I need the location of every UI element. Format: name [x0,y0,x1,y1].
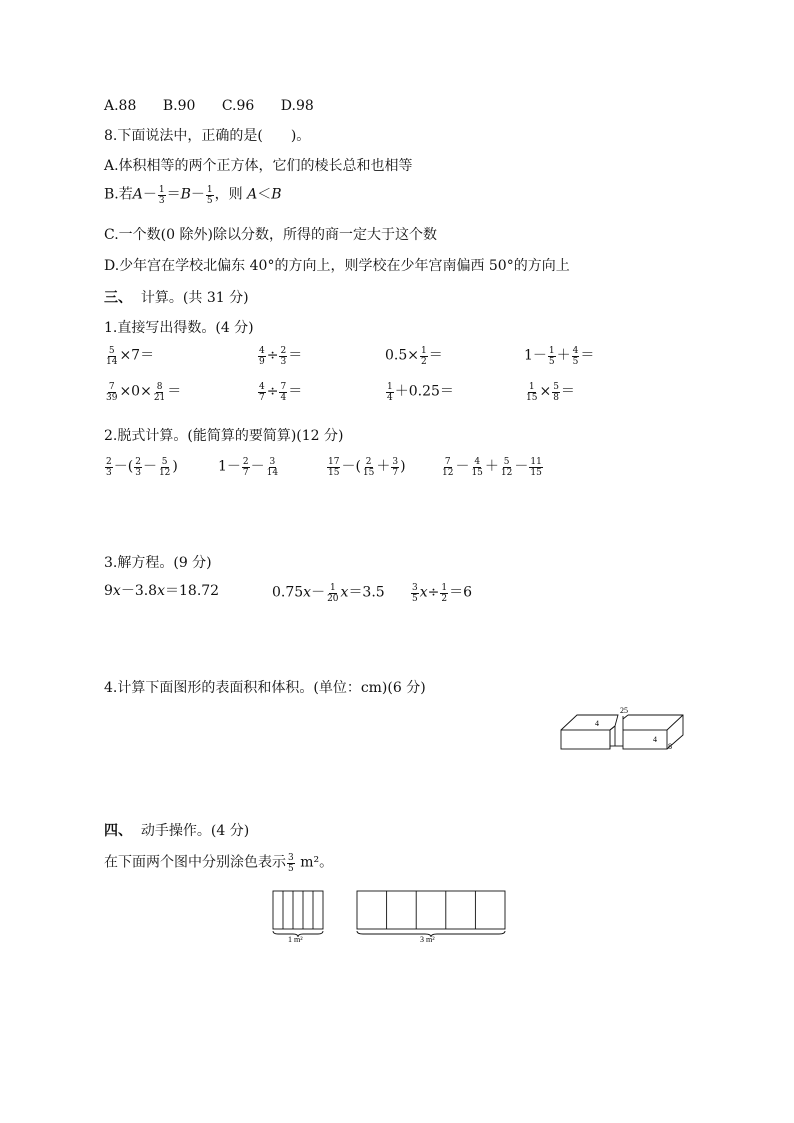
var-a: A [247,186,258,203]
q7-options [104,97,314,115]
option-a: A.88 [104,98,137,114]
q8-b-prefix: B.若 [104,186,133,203]
q3-1-title: 1.直接写出得数。(4 分) [104,320,254,336]
square-1m2 [273,891,323,929]
equation-3: $\frac{3}{5}$ x÷ $\frac{1}{2}$ ＝6 [412,583,473,604]
equals-sign: ＝ [166,186,181,203]
rectangle-3m2 [357,891,505,929]
q8-stem: 8.下面说法中，正确的是( )。 [104,128,311,144]
section-4-heading [104,822,249,840]
dim-width-label: 8 [668,742,672,751]
fraction: $\frac{1}{5}$ [206,185,213,206]
q3-2-title: 2.脱式计算。(能简算的要简算)(12 分) [104,428,344,444]
equation-2: 0.75x－ $\frac{1}{20}$ x＝3.5 [272,583,385,604]
q3-3-title: 3.解方程。(9 分) [104,555,212,571]
mental-math-8: $\frac{1}{15}$ × $\frac{5}{8}$ ＝ [526,382,575,403]
section-4-instruction [104,852,333,873]
shading-figures [268,886,513,946]
equation-1: 9x－3.8x＝18.72 [104,583,220,599]
q8-option-a: A.体积相等的两个正方体，它们的棱长总和也相等 [104,158,413,174]
dim-height-label: 4 [653,735,657,744]
section-4-title: 动手操作。(4 分) [140,823,250,839]
option-d: D.98 [280,98,314,114]
var-b: B [180,186,191,203]
mental-math-6: $\frac{4}{7}$ ÷ $\frac{7}{4}$ ＝ [259,382,303,403]
unit-text: m²。 [300,854,334,871]
minus-sign: － [142,186,157,203]
var-b: B [271,186,282,203]
section-3-number: 三、 [104,290,132,306]
dim-notch-label: 4 [595,719,599,728]
step-calc-3: $\frac{17}{15}$ －( $\frac{2}{15}$ ＋ $\frac{3}{7}$ ) [328,457,406,478]
dim-length-label: 25 [620,706,628,715]
mental-math-1: $\frac{5}{14}$ ×7＝ [106,346,155,367]
fraction: $\frac{3}{5}$ [288,853,294,874]
mental-math-3: 0.5× $\frac{1}{2}$ ＝ [385,346,443,367]
instruction-text: 在下面两个图中分别涂色表示 [104,854,286,871]
q3-4-title: 4.计算下面图形的表面积和体积。(单位：cm)(6 分) [104,680,426,696]
mental-math-5: $\frac{7}{39}$ ×0× $\frac{8}{21}$ ＝ [106,382,182,403]
section-3-heading [104,289,249,307]
fig1-label: 1 m² [288,935,303,944]
step-calc-2: 1－ $\frac{2}{7}$ － $\frac{3}{14}$ [218,457,279,478]
mental-math-4: 1－ $\frac{1}{5}$ ＋ $\frac{4}{5}$ ＝ [524,346,595,367]
option-b: B.90 [162,98,196,114]
q8-option-b [104,184,282,205]
less-than-sign: ＜ [257,186,272,203]
mental-math-7: $\frac{1}{4}$ ＋0.25＝ [387,382,454,403]
q8-option-d: D.少年宫在学校北偏东 40°的方向上，则学校在少年宫南偏西 50°的方向上 [104,258,570,274]
var-a: A [132,186,143,203]
q8-option-c: C.一个数(0 除外)除以分数，所得的商一定大于这个数 [104,227,437,243]
notched-cuboid-figure [555,702,695,754]
fraction: $\frac{1}{3}$ [158,185,165,206]
step-calc-4: $\frac{7}{12}$ － $\frac{4}{15}$ ＋ $\frac{5}{12}$ － $\frac{11}{15}$ [442,457,542,478]
minus-sign: － [190,186,205,203]
then-text: ，则 [214,186,243,203]
fig2-label: 3 m² [420,935,435,944]
step-calc-1: $\frac{2}{3}$ －( $\frac{2}{3}$ － $\frac{5}{12}$ ) [106,457,178,478]
section-4-number: 四、 [104,823,132,839]
section-3-title: 计算。(共 31 分) [140,290,249,306]
option-c: C.96 [221,98,255,114]
mental-math-2: $\frac{4}{9}$ ÷ $\frac{2}{3}$ ＝ [259,346,303,367]
